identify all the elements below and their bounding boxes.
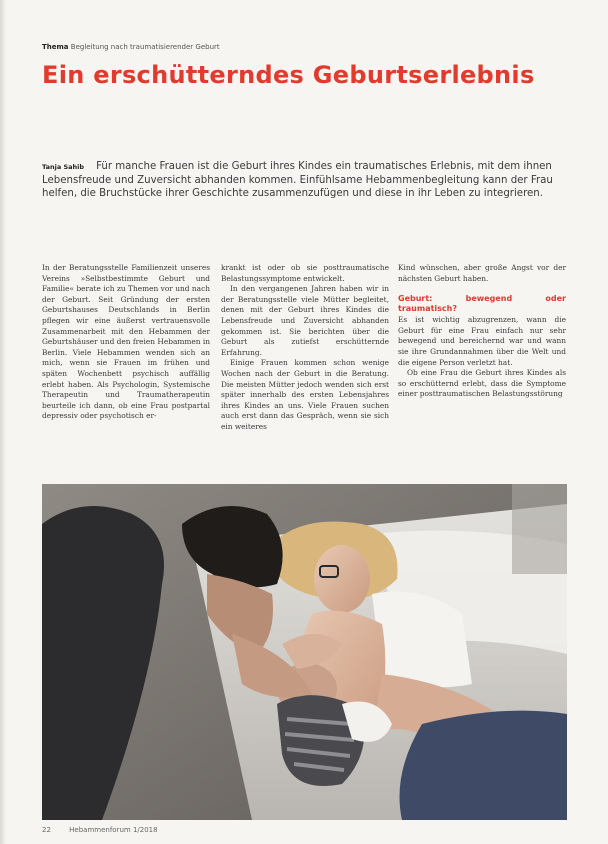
author-name: Tanja Sahib — [42, 163, 85, 171]
body-paragraph: Ob eine Frau die Geburt ihres Kindes als so erschütternd erlebt, dass die Symptome einer posttraumatischen Belastungsstörung — [398, 368, 566, 399]
body-paragraph: Es ist wichtig abzugrenzen, wann die Geburt für eine Frau einfach nur sehr bewegend und bereichernd war und wann sie ihre Grundannahmen über die Welt und die eigene Person verletzt hat. — [398, 315, 566, 367]
body-column-1 — [42, 263, 210, 431]
body-columns — [42, 263, 566, 431]
article-photo — [42, 484, 567, 820]
page-footer — [42, 826, 158, 834]
scan-edge — [0, 0, 6, 844]
subheading: Geburt: bewegend oder traumatisch? — [398, 294, 566, 314]
page-number: 22 — [42, 826, 51, 834]
topic-line — [42, 43, 542, 51]
topic-label: Thema — [42, 43, 69, 51]
lead-paragraph — [42, 160, 564, 200]
body-column-3 — [398, 263, 566, 431]
body-paragraph: In der Beratungsstelle Familienzeit unseres Vereins »Selbstbestimmte Geburt und Familie« berate ich zu Themen vor und nach der Geburt. Seit Gründung der ersten Geburtshauses Deutschlands in Berlin pflegen wir eine äußerst vertrauensvolle Zusammenarbeit mit den Hebammen der Geburtshäuser und den freien Hebammen in Berlin. Viele Hebammen wenden sich an mich, wenn sie Frauen im frühen und späten Wochenbett psychisch auffällig erlebt haben. Als Psychologin, Systemische Therapeutin und Traumatherapeutin beurteile ich dann, ob eine Frau postpartal depressiv oder psychotisch er- — [42, 263, 210, 421]
body-paragraph: Kind wünschen, aber große Angst vor der nächsten Geburt haben. — [398, 263, 566, 283]
publication-name: Hebammenforum 1/2018 — [69, 826, 158, 834]
body-column-2 — [221, 263, 389, 431]
photo-illustration — [42, 484, 567, 820]
article-title: Ein erschütterndes Geburtserlebnis — [42, 61, 535, 89]
body-paragraph: In den vergangenen Jahren haben wir in der Beratungsstelle viele Mütter begleitet, denen mit der Geburt ihres Kindes die Lebensfreude und Zuversicht abhanden gekommen ist. Sie berichten über die Geburt als zutiefst erschütternde Erfahrung. — [221, 284, 389, 357]
topic-text: Begleitung nach traumatisierender Geburt — [70, 43, 220, 51]
body-paragraph: krankt ist oder ob sie posttraumatische Belastungssymptome entwickelt. — [221, 263, 389, 283]
body-paragraph: Einige Frauen kommen schon wenige Wochen nach der Geburt in die Beratung. Die meisten Mütter jedoch wenden sich erst später innerhalb des ersten Lebensjahres ihres Kindes an uns. Viele Frauen suchen auch erst dann das Gespräch, wenn sie sich ein weiteres — [221, 358, 389, 431]
lead-text: Für manche Frauen ist die Geburt ihres Kindes ein traumatisches Erlebnis, mit dem ihnen Lebensfreude und Zuversicht abhanden kommen. Einfühlsame Hebammenbegleitung kann der Frau helfen, die Bruchstücke ihrer Geschichte zusammenzufügen und diese in ihr Leben zu integrieren. — [42, 161, 553, 199]
